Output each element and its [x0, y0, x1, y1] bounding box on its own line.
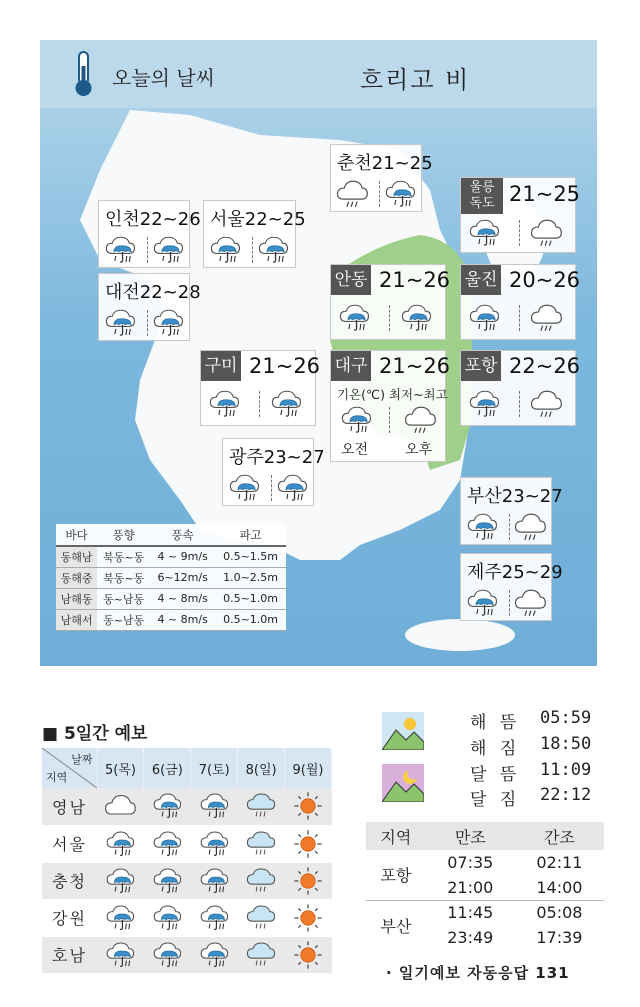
sea-area: 남해동	[56, 588, 97, 609]
rain-icon	[467, 216, 501, 250]
city-temp: 25~29	[501, 562, 563, 583]
wave-height: 1.0~2.5m	[215, 567, 286, 588]
cloud-rain-icon	[529, 387, 563, 421]
thermometer-icon	[70, 50, 96, 98]
sun-moon-time: 18:50	[540, 734, 592, 754]
city-name: 춘천	[337, 153, 372, 174]
forecast-corner	[42, 748, 97, 788]
cloud-rain-icon	[513, 510, 547, 544]
rain-icon	[269, 387, 303, 421]
wind-direction: 동~남동	[97, 588, 150, 609]
rain-icon	[465, 586, 499, 620]
rain-icon	[208, 233, 242, 267]
am-label: 오전	[341, 442, 369, 458]
rain-icon	[399, 301, 433, 335]
rain-icon	[103, 233, 137, 267]
city-name: 부산	[467, 486, 502, 507]
tide-location: 부산	[380, 916, 412, 936]
cloud-shower-icon	[245, 939, 277, 971]
city-tag: 포항	[461, 351, 501, 381]
region-name: 호남	[42, 936, 97, 973]
rain-icon	[198, 939, 230, 971]
rain-icon	[383, 177, 417, 211]
rain-icon	[467, 387, 501, 421]
rain-icon	[151, 865, 183, 897]
rain-icon	[104, 865, 136, 897]
wind-speed: 4 ~ 8m/s	[150, 609, 215, 630]
forecast-title: ■ 5일간 예보	[42, 724, 148, 744]
wind-direction: 동~남동	[97, 609, 150, 630]
tide-table	[366, 822, 604, 950]
sea-area: 남해서	[56, 609, 97, 630]
city-name: 인천	[105, 209, 140, 230]
rain-icon	[198, 902, 230, 934]
rain-icon	[104, 939, 136, 971]
cloud-shower-icon	[245, 828, 277, 860]
cloud-icon	[104, 790, 136, 822]
city-name: 서울	[210, 209, 245, 230]
sea-area: 동해남	[56, 546, 97, 567]
city-tag: 울진	[461, 265, 501, 295]
city-temp: 22~28	[139, 282, 201, 303]
city-card-daegu	[330, 350, 451, 462]
day-header: 6(금)	[144, 748, 191, 788]
rain-icon	[256, 233, 290, 267]
sea-header-wind-direction: 풍향	[97, 524, 150, 546]
sea-conditions-table	[56, 524, 286, 631]
cloud-shower-icon	[245, 902, 277, 934]
high-tide-time: 21:00	[426, 875, 515, 900]
sea-header-wind-speed: 풍속	[150, 524, 215, 546]
day-header: 7(토)	[191, 748, 238, 788]
city-card-uljin	[460, 264, 581, 340]
low-tide-time: 02:11	[536, 853, 583, 872]
rain-icon	[151, 233, 185, 267]
table-row	[42, 936, 332, 973]
weather-summary: 흐리고 비	[360, 66, 471, 94]
table-row	[366, 900, 604, 925]
wind-direction: 북동~동	[97, 546, 150, 567]
high-tide-time: 23:49	[447, 928, 494, 947]
rain-icon	[198, 790, 230, 822]
city-tag: 울릉 독도	[461, 178, 503, 214]
sun-icon	[292, 790, 324, 822]
rain-icon	[151, 306, 185, 340]
land-jeju	[405, 619, 515, 651]
page-title: 오늘의 날씨	[112, 66, 215, 90]
city-card-gwangju	[222, 438, 325, 506]
day-header: 9(월)	[285, 748, 332, 788]
wave-height: 0.5~1.0m	[215, 609, 286, 630]
city-card-seoul	[203, 200, 306, 268]
city-card-incheon	[98, 200, 201, 268]
table-row	[56, 609, 286, 630]
cloud-shower-icon	[245, 865, 277, 897]
city-name: 광주	[229, 447, 264, 468]
rain-icon	[337, 301, 371, 335]
city-temp: 21~25	[509, 182, 581, 206]
rain-icon	[339, 403, 373, 437]
rain-icon	[198, 865, 230, 897]
city-card-ulleung	[460, 177, 581, 253]
region-name: 강원	[42, 899, 97, 936]
sun-moon-label: 해 짐	[470, 739, 521, 759]
city-card-jeju	[460, 553, 563, 621]
table-row	[42, 788, 332, 825]
cloud-rain-icon	[403, 403, 437, 437]
table-row	[56, 546, 286, 567]
rain-icon	[151, 902, 183, 934]
city-temp: 21~25	[371, 153, 433, 174]
wave-height: 0.5~1.5m	[215, 546, 286, 567]
sun-moon-label: 달 뜸	[470, 765, 521, 785]
wind-speed: 4 ~ 8m/s	[150, 588, 215, 609]
day-header: 8(일)	[238, 748, 285, 788]
city-tag: 대구	[331, 351, 371, 381]
sun-moon-label: 해 뜸	[470, 713, 521, 733]
rain-icon	[467, 301, 501, 335]
sea-area: 동해중	[56, 567, 97, 588]
cloud-rain-icon	[335, 177, 369, 211]
sea-header-area: 바다	[56, 524, 97, 546]
high-tide-time: 11:45	[447, 903, 494, 923]
tide-header-high: 만조	[426, 822, 515, 850]
wave-height: 0.5~1.0m	[215, 588, 286, 609]
wind-speed: 6~12m/s	[150, 567, 215, 588]
table-row	[366, 850, 604, 875]
sun-moon-label: 달 짐	[470, 790, 521, 810]
corner-region-label: 지역	[46, 771, 68, 784]
sunrise-sunset-icon	[382, 712, 424, 750]
city-temp: 20~26	[509, 268, 581, 292]
rain-icon	[151, 790, 183, 822]
wind-direction: 북동~동	[97, 567, 150, 588]
region-name: 충청	[42, 862, 97, 899]
city-temp: 22~26	[139, 209, 201, 230]
day-header: 5(목)	[97, 748, 144, 788]
low-tide-time: 14:00	[515, 875, 604, 900]
table-row	[56, 567, 286, 588]
sun-moon-time: 05:59	[540, 708, 592, 728]
city-card-pohang	[460, 350, 581, 426]
rain-icon	[104, 828, 136, 860]
sun-moon-time: 11:09	[540, 760, 592, 780]
temp-legend: 기온(℃) 최저~최고	[337, 387, 448, 402]
low-tide-time: 05:08	[536, 903, 583, 923]
region-name: 서울	[42, 825, 97, 862]
table-row	[42, 862, 332, 899]
table-row	[56, 588, 286, 609]
city-card-gumi	[200, 350, 321, 426]
city-temp: 21~26	[379, 354, 451, 378]
city-tag: 안동	[331, 265, 371, 295]
corner-date-label: 날짜	[71, 753, 93, 766]
high-tide-time: 07:35	[447, 853, 494, 872]
moonrise-moonset-icon	[382, 764, 424, 802]
rain-icon	[198, 828, 230, 860]
sun-icon	[292, 865, 324, 897]
wind-speed: 4 ~ 9m/s	[150, 546, 215, 567]
rain-icon	[465, 510, 499, 544]
tide-header-region: 지역	[366, 822, 426, 850]
auto-response-info: · 일기예보 자동응답 131	[386, 964, 570, 982]
sun-moon-time: 22:12	[540, 785, 592, 805]
city-temp: 22~26	[509, 354, 581, 378]
city-temp: 23~27	[501, 486, 563, 507]
rain-icon	[275, 471, 309, 505]
city-name: 대전	[105, 282, 140, 303]
region-name: 영남	[42, 788, 97, 825]
city-tag: 구미	[201, 351, 241, 381]
rain-icon	[103, 306, 137, 340]
sun-icon	[292, 828, 324, 860]
city-temp: 22~25	[244, 209, 306, 230]
sun-icon	[292, 902, 324, 934]
rain-icon	[207, 387, 241, 421]
tide-header-low: 간조	[515, 822, 604, 850]
five-day-forecast-table	[42, 748, 332, 974]
cloud-rain-icon	[529, 301, 563, 335]
city-card-chuncheon	[330, 144, 433, 212]
sea-header-wave-height: 파고	[215, 524, 286, 546]
rain-icon	[151, 939, 183, 971]
rain-icon	[151, 828, 183, 860]
sun-icon	[292, 939, 324, 971]
rain-icon	[227, 471, 261, 505]
cloud-rain-icon	[513, 586, 547, 620]
city-name: 제주	[467, 562, 502, 583]
city-card-busan	[460, 477, 563, 545]
city-temp: 21~26	[249, 354, 321, 378]
table-row	[42, 825, 332, 862]
city-temp: 23~27	[263, 447, 325, 468]
city-card-andong	[330, 264, 451, 340]
pm-label: 오후	[405, 442, 433, 458]
cloud-shower-icon	[245, 790, 277, 822]
table-row	[42, 899, 332, 936]
low-tide-time: 17:39	[536, 928, 583, 947]
tide-location: 포항	[366, 850, 426, 900]
city-card-daejeon	[98, 273, 201, 341]
cloud-rain-icon	[529, 216, 563, 250]
city-temp: 21~26	[379, 268, 451, 292]
weather-map-panel	[40, 40, 597, 666]
rain-icon	[104, 902, 136, 934]
